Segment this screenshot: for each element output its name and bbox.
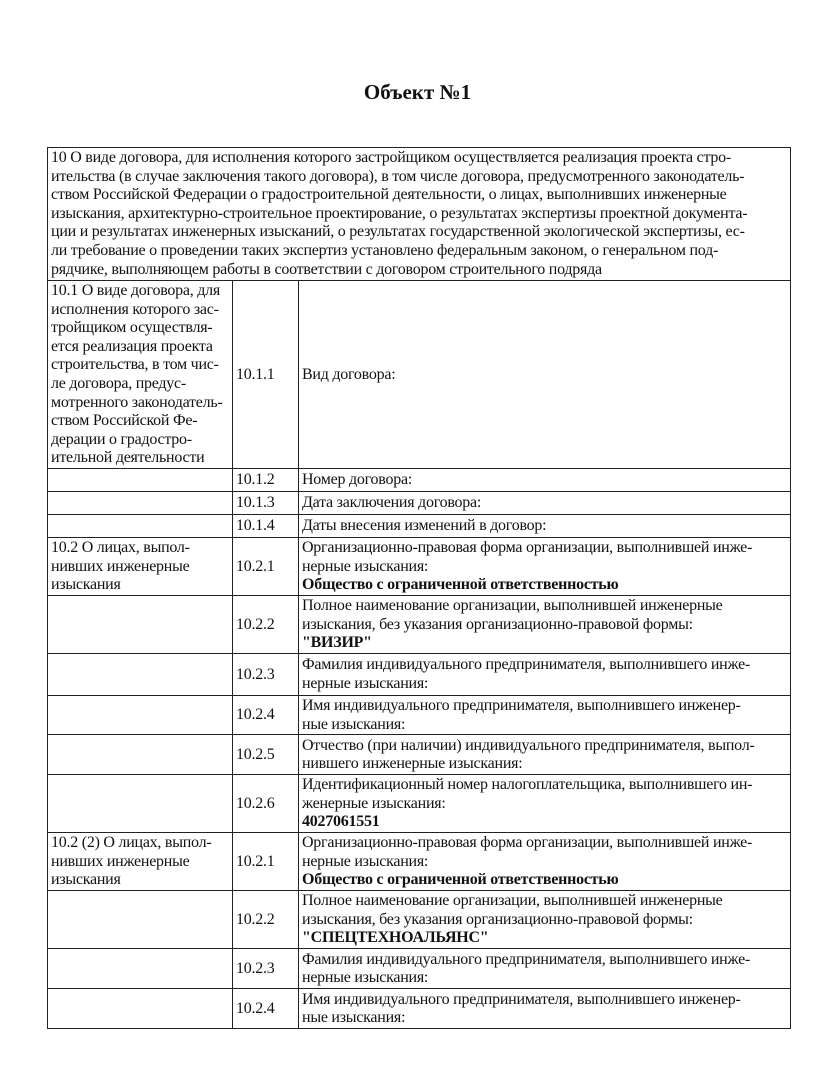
object-table [47,147,791,1029]
item-label: Дата заключения договора: [302,494,482,512]
table-row [48,949,791,989]
table-row [48,775,791,833]
section-cell [48,735,233,775]
item-description [299,491,791,514]
section-cell [48,491,233,514]
item-number: 10.1.2 [233,468,299,491]
table-row [48,891,791,949]
item-number: 10.2.4 [233,989,299,1029]
section-cell [48,989,233,1029]
table-row [48,695,791,734]
item-label: Полное наименование организации, выполнившей инженерные изыскания, без указания организационно-правовой формы: [302,597,723,633]
header-row [48,148,791,281]
item-number: 10.1.3 [233,491,299,514]
item-number: 10.2.5 [233,735,299,775]
item-number: 10.2.6 [233,775,299,833]
table-row [48,491,791,514]
item-value: 4027061551 [302,813,380,831]
item-value: "ВИЗИР" [302,634,372,652]
table-row [48,514,791,537]
section-cell [48,949,233,989]
item-label: Имя индивидуального предпринимателя, выполнившего инженер- ные изыскания: [302,696,741,733]
item-number: 10.1.4 [233,514,299,537]
item-description [299,281,791,469]
item-description [299,537,791,595]
item-label: Отчество (при наличии) индивидуального предпринимателя, выпол- нившего инженерные изыскания: [302,736,755,773]
item-label: Организационно-правовая форма организации, выполнившей инже- нерные изыскания: [302,834,753,870]
item-description [299,833,791,891]
table-row [48,468,791,491]
item-label: Вид договора: [302,365,396,383]
item-label: Даты внесения изменений в договор: [302,517,547,535]
item-label: Организационно-правовая форма организации, выполнившей инже- нерные изыскания: [302,539,753,575]
table-row [48,281,791,469]
item-description [299,468,791,491]
item-description [299,989,791,1029]
item-description [299,775,791,833]
item-label: Фамилия индивидуального предпринимателя, выполнившего инже- нерные изыскания: [302,950,750,987]
item-number: 10.2.1 [233,833,299,891]
section-cell [48,775,233,833]
section-cell [48,695,233,734]
section-cell [48,514,233,537]
item-description [299,595,791,653]
item-description [299,735,791,775]
item-description [299,891,791,949]
item-label: Фамилия индивидуального предпринимателя, выполнившего инже- нерные изыскания: [302,656,750,692]
section-cell: 10.2 (2) О лицах, выпол- нивших инженерные изыскания [48,833,233,891]
item-value: Общество с ограниченной ответственностью [302,871,619,889]
item-description [299,695,791,734]
item-label: Идентификационный номер налогоплательщика, выполнившего ин- женерные изыскания: [302,776,753,812]
item-value: "СПЕЦТЕХНОАЛЬЯНС" [302,929,489,947]
item-number: 10.2.3 [233,653,299,695]
section-cell: 10.2 О лицах, выпол- нивших инженерные изыскания [48,537,233,595]
item-number: 10.2.3 [233,949,299,989]
item-description [299,653,791,695]
item-number: 10.2.4 [233,695,299,734]
table-row [48,735,791,775]
item-label: Имя индивидуального предпринимателя, выполнившего инженер- ные изыскания: [302,990,741,1027]
page-title: Объект №1 [363,80,472,104]
item-number: 10.2.1 [233,537,299,595]
section-cell [48,468,233,491]
item-label: Полное наименование организации, выполнившей инженерные изыскания, без указания организационно-правовой формы: [302,892,723,928]
header-cell: 10 О виде договора, для исполнения которого застройщиком осуществляется реализация проекта стро- ительства (в случае заключения такого договора), в том числе договора, предусмотренного законодатель- ством Российской Федерации о градостроительной деятельности, о лицах, выполнивших инженерные изыскания, архитектурно-строительное проектирование, о результатах экспертизы проектной документа- ции и результатах инженерных изысканий, о результатах государственной экологической экспертизы, ес- ли требование о проведении таких экспертиз установлено федеральным законом, о генеральном под- рядчике, выполняющем работы в соответствии с договором строительного подряда [48,148,791,281]
table-row [48,833,791,891]
table-row [48,653,791,695]
table-row [48,537,791,595]
section-cell [48,595,233,653]
section-cell [48,653,233,695]
item-value: Общество с ограниченной ответственностью [302,576,619,594]
item-number: 10.1.1 [233,281,299,469]
item-label: Номер договора: [302,471,413,489]
item-description [299,514,791,537]
item-number: 10.2.2 [233,891,299,949]
item-description [299,949,791,989]
table-row [48,595,791,653]
table-row [48,989,791,1029]
section-cell: 10.1 О виде договора, для исполнения которого зас- тройщиком осуществля- ется реализация проекта строительства, в том чис- ле договора, предус- мотренного законодатель- ством Российской Фе- дерации о градостро- ительной деятельности [48,281,233,469]
section-cell [48,891,233,949]
item-number: 10.2.2 [233,595,299,653]
